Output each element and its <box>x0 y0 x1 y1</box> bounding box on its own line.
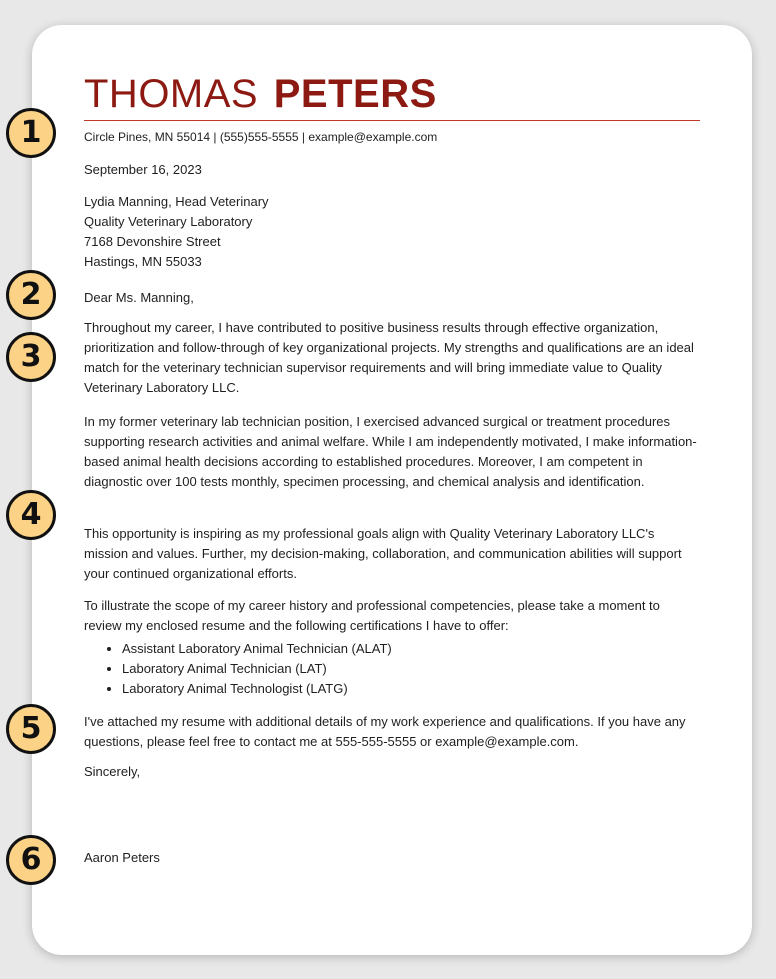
section-marker-5: 5 <box>6 704 56 754</box>
section-marker-4: 4 <box>6 490 56 540</box>
body-paragraph-3: This opportunity is inspiring as my professional goals align with Quality Veterinary Laboratory LLC's mission and values. Further, my decision-making, collaboration, and communication abilities will support your continued organizational efforts. <box>84 526 682 581</box>
certification-item: • Laboratory Animal Technologist (LATG) <box>122 679 392 699</box>
certification-item: • Laboratory Animal Technician (LAT) <box>122 659 392 679</box>
header-divider <box>84 120 700 121</box>
recipient-name-title: Lydia Manning, Head Veterinary <box>84 194 269 209</box>
signature-name: Aaron Peters <box>84 850 160 865</box>
section-marker-6: 6 <box>6 835 56 885</box>
salutation: Dear Ms. Manning, <box>84 290 194 305</box>
recipient-city: Hastings, MN 55033 <box>84 254 202 269</box>
letter-date: September 16, 2023 <box>84 162 202 177</box>
recipient-street: 7168 Devonshire Street <box>84 234 221 249</box>
section-marker-3: 3 <box>6 332 56 382</box>
body-paragraph-5: I've attached my resume with additional details of my work experience and qualifications. If you have any questions, please feel free to contact me at 555-555-5555 or example@example.com. <box>84 714 686 749</box>
applicant-name <box>84 70 437 118</box>
body-paragraph-2: In my former veterinary lab technician position, I exercised advanced surgical or treatment procedures supporting research activities and animal welfare. While I am independently motivated, I make information-based animal health decisions according to established procedures. Moreover, I am competent in diagnostic over 100 tests monthly, specimen processing, and chemical analysis and identification. <box>84 414 697 489</box>
body-paragraph-4: To illustrate the scope of my career history and professional competencies, please take a moment to review my enclosed resume and the following certifications I have to offer: <box>84 598 660 633</box>
section-marker-2: 2 <box>6 270 56 320</box>
certification-list <box>84 639 392 699</box>
certification-item: • Assistant Laboratory Animal Technician (ALAT) <box>122 639 392 659</box>
recipient-company: Quality Veterinary Laboratory <box>84 214 253 229</box>
body-paragraph-1: Throughout my career, I have contributed to positive business results through effective organization, prioritization and follow-through of key organizational projects. My strengths and qualifications are an ideal match for the veterinary technician supervisor requirements and will bring immediate value to Quality Veterinary Laboratory LLC. <box>84 320 694 395</box>
closing: Sincerely, <box>84 764 141 779</box>
section-marker-1: 1 <box>6 108 56 158</box>
contact-line: Circle Pines, MN 55014 | (555)555-5555 | example@example.com <box>84 130 438 144</box>
first-name: THOMAS <box>84 72 259 116</box>
last-name: PETERS <box>273 72 437 116</box>
